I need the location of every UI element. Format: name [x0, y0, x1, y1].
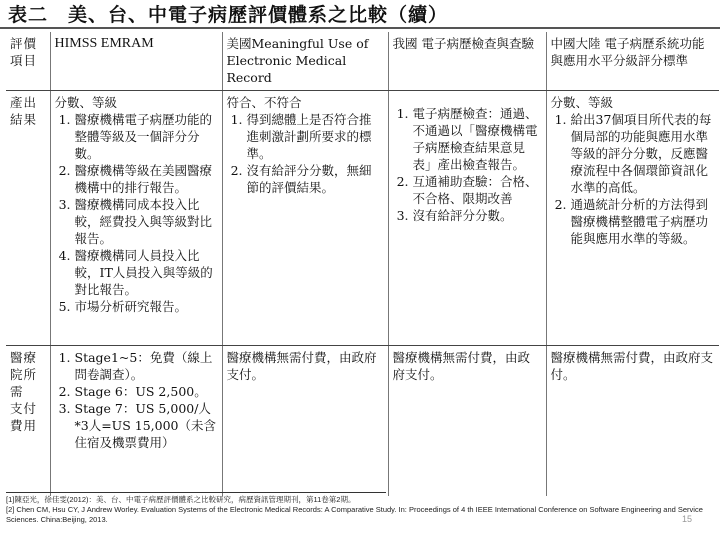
list-item: 3. Stage 7：US 5,000/人*3人=US 15,000（未含住宿及機票費用） — [75, 400, 218, 451]
cost-himss-list — [55, 349, 218, 451]
footnote-divider — [6, 492, 386, 493]
list-item: 2. 通過統計分析的方法得到醫療機構整體電子病歷功能與應用水準的等級。 — [571, 196, 716, 247]
list-item: 2. 沒有給評分分數，無細節的評價結果。 — [247, 162, 384, 196]
outcome-taiwan-list — [393, 105, 542, 224]
title-divider — [0, 27, 720, 29]
header-meaningful-use: 美國Meaningful Use of Electronic Medical Record — [222, 32, 388, 91]
header-china: 中國大陸 電子病歷系統功能與應用水平分級評分標準 — [546, 32, 719, 91]
list-item: 1. 電子病歷檢查：通過、不通過以「醫療機構電子病歷檢查結果意見表」產出檢查報告。 — [413, 105, 542, 173]
outcome-himss-intro: 分數、等級 — [54, 95, 118, 110]
header-row — [6, 32, 719, 91]
outcome-taiwan-cell — [388, 91, 546, 346]
outcome-row — [6, 91, 719, 346]
outcome-mu-intro: 符合、不符合 — [226, 95, 302, 110]
outcome-himss-list — [55, 111, 218, 315]
outcome-mu-cell — [222, 91, 388, 346]
comparison-table — [6, 32, 719, 496]
outcome-mu-list — [227, 111, 384, 196]
cost-mu-cell: 醫療機構無需付費，由政府支付。 — [222, 346, 388, 497]
outcome-china-cell — [546, 91, 719, 346]
list-item: 2. 醫療機構等級在美國醫療機構中的排行報告。 — [75, 162, 218, 196]
cost-row — [6, 346, 719, 497]
list-item: 5. 市場分析研究報告。 — [75, 298, 218, 315]
list-item: 4. 醫療機構同人員投入比較，IT人員投入與等級的對比報告。 — [75, 247, 218, 298]
list-item: 2. 互通補助查驗：合格、不合格、限期改善 — [413, 173, 542, 207]
footnote-1: [1]陳亞光，徐佳雯(2012)：美、台、中電子病歷評價體系之比較研究，病歷資訊管理期刊，第11卷第2期。 — [6, 495, 356, 504]
cost-label-cell: 醫療 院所 需 支付 費用 — [10, 350, 38, 433]
outcome-china-intro: 分數、等級 — [550, 95, 614, 110]
list-item: 1. 得到總體上是否符合推進刺激計劃所要求的標準。 — [247, 111, 384, 162]
header-label-cell: 評價 項目 — [6, 32, 50, 91]
list-item: 3. 沒有給評分分數。 — [413, 207, 542, 224]
page-title: 表二 美、台、中電子病歷評價體系之比較（續） — [8, 4, 449, 26]
outcome-label-cell: 產出 結果 — [6, 91, 50, 346]
list-item: 2. Stage 6：US 2,500。 — [75, 383, 218, 400]
footnotes — [6, 495, 716, 525]
list-item: 1. 給出37個項目所代表的每個局部的功能與應用水準等級的評分分數，反應醫療流程中各個環節資訊化水準的高低。 — [571, 111, 716, 196]
cost-himss-cell — [50, 346, 222, 497]
list-item: 1. 醫療機構電子病歷功能的整體等級及一個評分分數。 — [75, 111, 218, 162]
cost-taiwan-cell: 醫療機構無需付費，由政府支付。 — [388, 346, 546, 497]
list-item: 3. 醫療機構同成本投入比較，經費投入與等級對比報告。 — [75, 196, 218, 247]
cost-china-cell: 醫療機構無需付費，由政府支付。 — [546, 346, 719, 497]
header-himss: HIMSS EMRAM — [50, 32, 222, 91]
outcome-himss-cell — [50, 91, 222, 346]
footnote-2: [2] Chen CM, Hsu CY, J Andrew Worley. Evaluation Systems of the Electronic Medical Records: A Comparative Study. In: Proceedings of 4 th IEEE International Conference on Software Engineering and Service Sciences. China:Beijing, 2013. — [6, 505, 703, 524]
list-item: 1. Stage1~5：免費（線上問卷調查）。 — [75, 349, 218, 383]
title-bar — [0, 0, 720, 26]
header-taiwan: 我國 電子病歷檢查與查驗 — [388, 32, 546, 91]
outcome-china-list — [551, 111, 716, 247]
page-number: 15 — [681, 514, 692, 524]
